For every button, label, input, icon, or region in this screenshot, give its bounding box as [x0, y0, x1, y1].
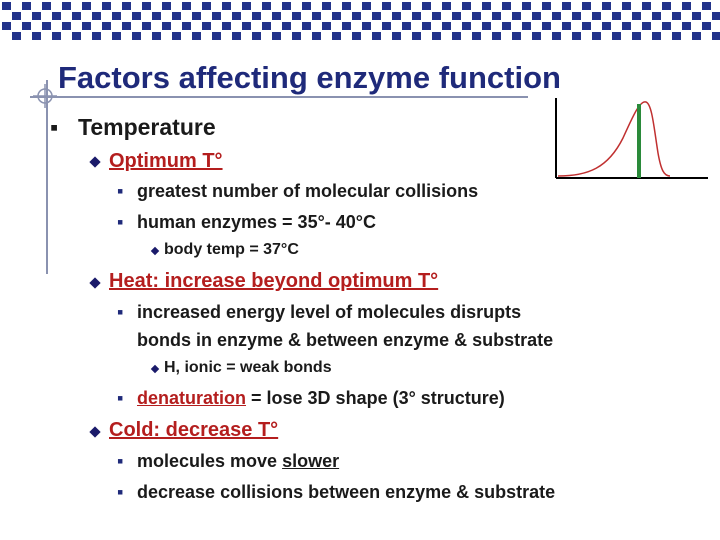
bullet-square-icon: ▪: [117, 212, 124, 232]
bullet-diamond-icon: [89, 277, 100, 288]
crosshair-ornament: [33, 84, 57, 108]
cold-point-collisions: decrease collisions between enzyme & substrate: [137, 482, 556, 502]
bullet-square-icon: ▪: [50, 114, 59, 140]
cold-heading: Cold: decrease T°: [109, 419, 279, 441]
optimum-point-collisions: greatest number of molecular collisions: [137, 181, 479, 201]
slower-term: slower: [282, 451, 340, 471]
heat-point-denaturation: [137, 388, 505, 409]
cold-point-slower: [137, 451, 339, 472]
bullet-square-icon: ▪: [117, 388, 124, 408]
denaturation-term: denaturation: [137, 388, 247, 408]
bullet-diamond-icon: [89, 156, 100, 167]
heat-point-line1: increased energy level of molecules disrupts: [137, 302, 522, 322]
header-square-pattern: [0, 0, 720, 46]
optimum-heading: Optimum T°: [109, 150, 223, 172]
optimum-point-human-range: human enzymes = 35°- 40°C: [137, 212, 376, 232]
topic-temperature: Temperature: [78, 114, 216, 140]
title-underline-rule: [30, 96, 528, 98]
heat-sub-weak-bonds: H, ionic = weak bonds: [164, 359, 332, 376]
bullet-diamond-icon: [89, 426, 100, 437]
bullet-diamond-icon: [151, 247, 159, 255]
heat-heading: Heat: increase beyond optimum T°: [109, 270, 439, 292]
denaturation-definition: = lose 3D shape (3° structure): [246, 388, 505, 408]
bullet-square-icon: ▪: [117, 181, 124, 201]
temperature-activity-curve: [548, 98, 708, 180]
optimum-sub-body-temp: body temp = 37°C: [164, 241, 299, 258]
heat-point-line2: bonds in enzyme & between enzyme & substrate: [137, 330, 554, 350]
left-vertical-rule: [46, 80, 48, 274]
bullet-diamond-icon: [151, 365, 159, 373]
bullet-square-icon: ▪: [117, 302, 124, 322]
bullet-square-icon: ▪: [117, 451, 124, 471]
bullet-square-icon: ▪: [117, 482, 124, 502]
cold-point-prefix: molecules move: [137, 451, 283, 471]
slide-title: Factors affecting enzyme function: [58, 60, 561, 95]
